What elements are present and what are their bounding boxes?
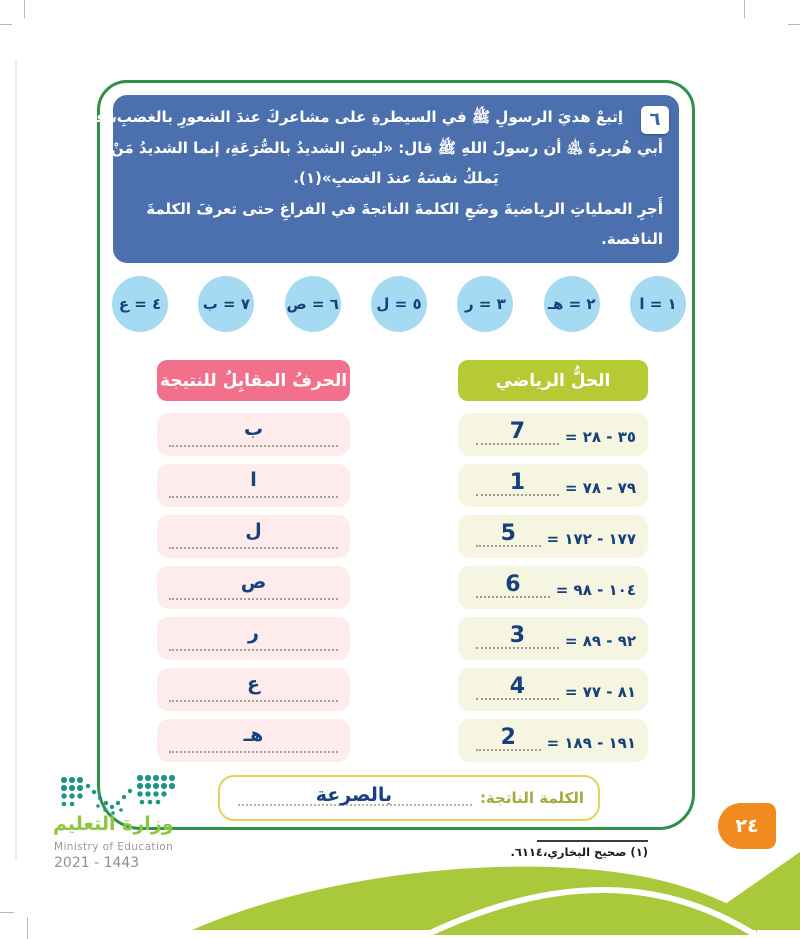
result-letter: ر: [248, 622, 259, 644]
letter-blank[interactable]: [169, 751, 338, 753]
footnote: (١) صحيح البخاري،٦١١٤.: [510, 845, 648, 859]
answer-blank[interactable]: [474, 668, 561, 711]
letter-row: [157, 668, 350, 711]
legend-circle: ٦ = ص: [285, 276, 341, 332]
letter-row: [157, 566, 350, 609]
legend-circle: ٣ = ر: [457, 276, 513, 332]
result-letter: ع: [247, 673, 260, 695]
result-blank[interactable]: [234, 777, 474, 819]
answer-blank[interactable]: [474, 617, 561, 660]
result-letter: ا: [250, 469, 257, 491]
math-expression: ١٠٤ - ٩٨ =: [555, 581, 636, 599]
math-expression: ١٧٧ - ١٧٢ =: [546, 530, 636, 548]
prompt-line: الناقصة.: [601, 230, 663, 248]
crop-mark: [788, 24, 800, 25]
math-column-header: الحلُّ الرياضي: [458, 360, 648, 401]
math-expression: ٩٢ - ٨٩ =: [564, 632, 636, 650]
math-row: [458, 413, 648, 456]
result-letter: ب: [243, 418, 264, 440]
letter-rows: [157, 413, 350, 762]
prompt-line: يَملكُ نفسَهُ عندَ الغضبِ»(١).: [293, 169, 499, 187]
legend-circle: ١ = ا: [630, 276, 686, 332]
letter-row: [157, 413, 350, 456]
answer-blank[interactable]: [474, 566, 552, 609]
ministry-name-arabic: وزارة التعليم: [53, 813, 174, 835]
letter-blank[interactable]: [169, 547, 338, 549]
result-letter: ص: [240, 571, 267, 593]
answer-blank[interactable]: [474, 464, 561, 507]
prompt-line: أَجرِ العملياتِ الرياضيةَ وضَعِ الكلمةَ الناتجةَ في الفراغِ حتى تعرفَ الكلمةَ: [146, 199, 663, 218]
result-answer: بالصرعة: [315, 784, 393, 806]
handwritten-answer: 3: [509, 623, 526, 648]
legend-circle: ٢ = هـ: [544, 276, 600, 332]
answer-blank[interactable]: [474, 719, 543, 762]
math-expression: ٣٥ - ٢٨ =: [564, 428, 636, 446]
answer-blank[interactable]: [474, 413, 561, 456]
letters-column: [157, 360, 350, 762]
exercise-number-badge: ٦: [641, 106, 669, 134]
math-expression: ٧٩ - ٧٨ =: [564, 479, 636, 497]
math-expression: ١٩١ - ١٨٩ =: [546, 734, 636, 752]
math-row: [458, 566, 648, 609]
result-label: الكلمة الناتجة:: [479, 789, 584, 807]
handwritten-answer: 2: [500, 725, 516, 750]
letter-blank[interactable]: [169, 649, 338, 651]
ministry-name-english: Ministry of Education: [54, 841, 174, 853]
result-box: [218, 775, 600, 821]
handwritten-answer: 7: [509, 419, 526, 444]
legend-circle: ٤ = ع: [112, 276, 168, 332]
math-row: [458, 617, 648, 660]
letter-row: [157, 464, 350, 507]
letter-row: [157, 515, 350, 558]
math-expression: ٨١ - ٧٧ =: [564, 683, 636, 701]
math-row: [458, 464, 648, 507]
letters-column-header: الحرفُ المقابِلُ للنتيجة: [157, 360, 350, 401]
math-row: [458, 515, 648, 558]
handwritten-answer: 4: [509, 674, 526, 699]
page-number-badge: ٢٤: [718, 803, 776, 849]
letter-row: [157, 617, 350, 660]
result-letter: هـ: [243, 724, 264, 746]
exercise-prompt-box: [74, 95, 679, 263]
answer-blank[interactable]: [474, 515, 543, 558]
letter-row: [157, 719, 350, 762]
math-rows: [458, 413, 648, 762]
prompt-line: اِتبعْ هديَ الرسولِ ﷺ في السيطرةِ على مشاعركَ عندَ الشعورِ بالغضبِ، فعن: [74, 108, 623, 126]
math-column: [458, 360, 648, 762]
legend-circle: ٥ = ل: [371, 276, 427, 332]
crop-mark: [24, 0, 25, 18]
crop-mark: [744, 0, 745, 18]
scanned-page-edge: [15, 60, 17, 860]
handwritten-answer: 6: [505, 572, 521, 597]
letter-blank[interactable]: [169, 598, 338, 600]
handwritten-answer: 5: [500, 521, 516, 546]
math-row: [458, 668, 648, 711]
handwritten-answer: 1: [509, 470, 526, 495]
math-row: [458, 719, 648, 762]
letter-blank[interactable]: [169, 445, 338, 447]
legend-circle: ٧ = ب: [198, 276, 254, 332]
footnote-rule: [537, 840, 648, 842]
prompt-line: أبي هُريرةَ ﵁ أن رسولَ اللهِ ﷺ قال: «ليسَ الشديدُ بالصُّرَعَةِ، إنما الشديدُ مَنْ: [110, 138, 663, 157]
letter-blank[interactable]: [169, 700, 338, 702]
edition-year: 2021 - 1443: [54, 855, 140, 871]
letter-blank[interactable]: [169, 496, 338, 498]
legend-circles: [112, 276, 686, 332]
result-letter: ل: [245, 520, 262, 542]
crop-mark: [0, 24, 12, 25]
